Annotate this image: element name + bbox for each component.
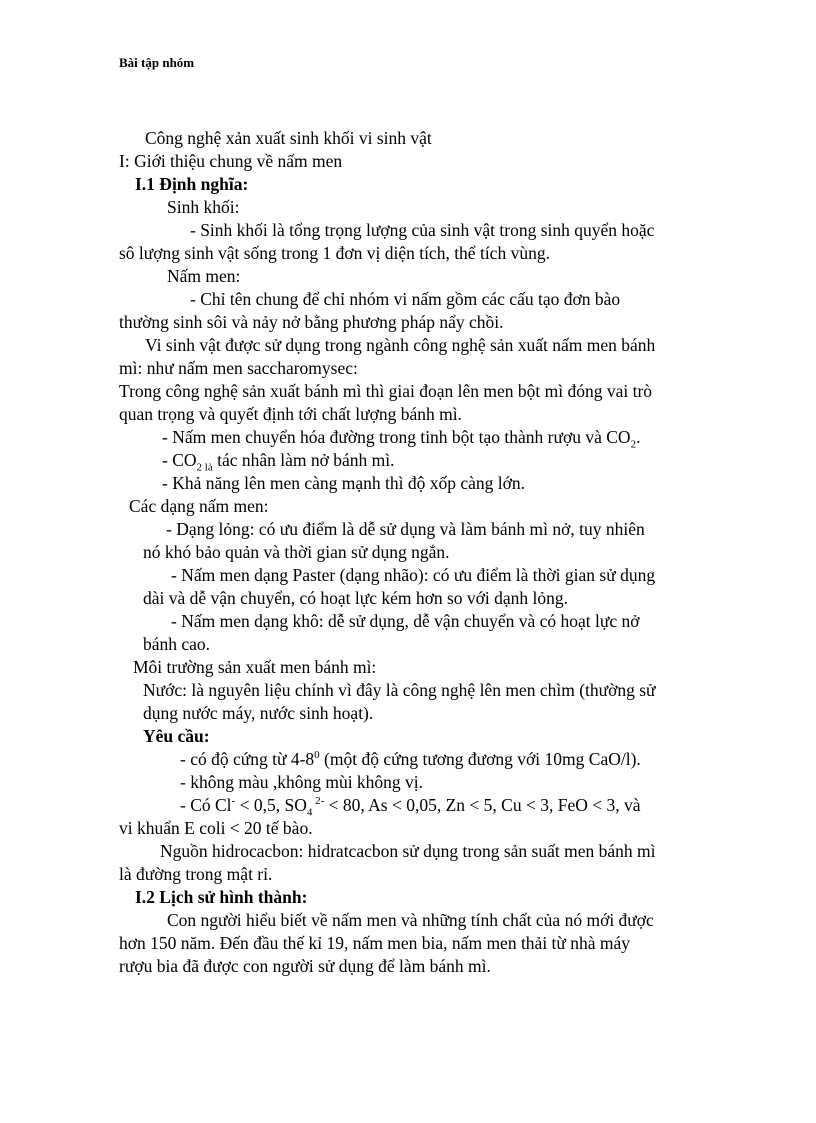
sinhkhoi-line-2: sô lượng sinh vật sống trong 1 đơn vị diện tích, thể tích vùng. — [119, 243, 550, 263]
req-colorless: - không màu ,không mùi không vị. — [180, 772, 424, 792]
document-title: Công nghệ xản xuất sinh khối vi sinh vật — [145, 128, 432, 148]
req-ions-line-1: - Có Cl- < 0,5, $SO_4$ $^{2-}$ < 80, As < 0,05, Zn < 5, Cu < 3, FeO < 3, và — [180, 795, 641, 819]
history-line-1: Con người hiểu biết về nấm men và những tính chất của nó mới được — [167, 910, 654, 930]
nammen-line-2: thường sinh sôi và nảy nở bằng phương pháp nẩy chồi. — [119, 312, 504, 332]
form-paste-line-2: dài và dễ vận chuyển, có hoạt lực kém hơn so với dạnh lỏng. — [143, 588, 569, 608]
vsv-line-2: mì: như nấm men saccharomysec: — [119, 358, 358, 378]
bullet-yeast-co2: - Nấm men chuyển hóa đường trong tinh bột tạo thành rượu và $CO_2$. — [162, 427, 641, 451]
nammen-line-1: - Chỉ tên chung để chỉ nhóm vi nấm gồm các cấu tạo đơn bào — [190, 289, 621, 309]
subsection-heading-1-1: I.1 Định nghĩa: — [135, 174, 249, 194]
sinhkhoi-line-1: - Sinh khối là tổng trọng lượng của sinh vật trong sinh quyển hoặc — [190, 220, 655, 240]
water-line-1: Nước: là nguyên liệu chính vì đây là công nghệ lên men chìm (thường sử — [143, 680, 656, 700]
requirements-label: Yêu cầu: — [143, 726, 210, 746]
form-dry-line-1: - Nấm men dạng khô: dễ sử dụng, dễ vận chuyển và có hoạt lực nở — [171, 611, 640, 631]
carbon-line-2: là đường trong mật rỉ. — [119, 864, 273, 884]
carbon-line-1: Nguồn hidrocacbon: hidratcacbon sử dụng trong sản suất men bánh mì — [160, 841, 656, 861]
req-hardness: - có độ cứng từ $4-8^0$ (một độ cứng tương đương với 10mg CaO/l). — [180, 749, 641, 769]
water-line-2: dụng nước máy, nước sinh hoạt). — [143, 703, 374, 723]
forms-label: Các dạng nấm men: — [129, 496, 269, 516]
trong-line-2: quan trọng và quyết định tới chất lượng bánh mì. — [119, 404, 462, 424]
form-liquid-line-2: nó khó bảo quản và thời gian sử dụng ngắn. — [143, 542, 450, 562]
vsv-line-1: Vi sinh vật được sử dụng trong ngành công nghệ sản xuất nấm men bánh — [145, 335, 656, 355]
form-paste-line-1: - Nấm men dạng Paster (dạng nhão): có ưu điểm là thời gian sử dụng — [171, 565, 656, 585]
page-header: Bài tập nhóm — [119, 55, 195, 70]
history-line-3: rượu bia đã được con người sử dụng để làm bánh mì. — [119, 956, 491, 976]
trong-line-1: Trong công nghệ sản xuất bánh mì thì giai đoạn lên men bột mì đóng vai trò — [119, 381, 653, 401]
nammen-label: Nấm men: — [167, 266, 241, 286]
section-heading-1: I: Giới thiệu chung về nấm men — [119, 151, 343, 171]
sinhkhoi-label: Sinh khối: — [167, 197, 240, 217]
history-line-2: hơn 150 năm. Đến đầu thế kỉ 19, nấm men bia, nấm men thải từ nhà máy — [119, 933, 631, 953]
form-liquid-line-1: - Dạng lỏng: có ưu điểm là dễ sử dụng và làm bánh mì nở, tuy nhiên — [166, 519, 645, 539]
req-ions-line-2: vi khuẩn E coli < 20 tế bào. — [119, 818, 313, 838]
form-dry-line-2: bánh cao. — [143, 634, 211, 654]
bullet-co2-agent: - $CO_{2 là}$ tác nhân làm nở bánh mì. — [162, 450, 395, 474]
env-label: Môi trường sản xuất men bánh mì: — [133, 657, 377, 677]
bullet-fermentation: - Khả năng lên men càng mạnh thì độ xốp càng lớn. — [162, 473, 526, 493]
subsection-heading-1-2: I.2 Lịch sử hình thành: — [135, 887, 308, 907]
